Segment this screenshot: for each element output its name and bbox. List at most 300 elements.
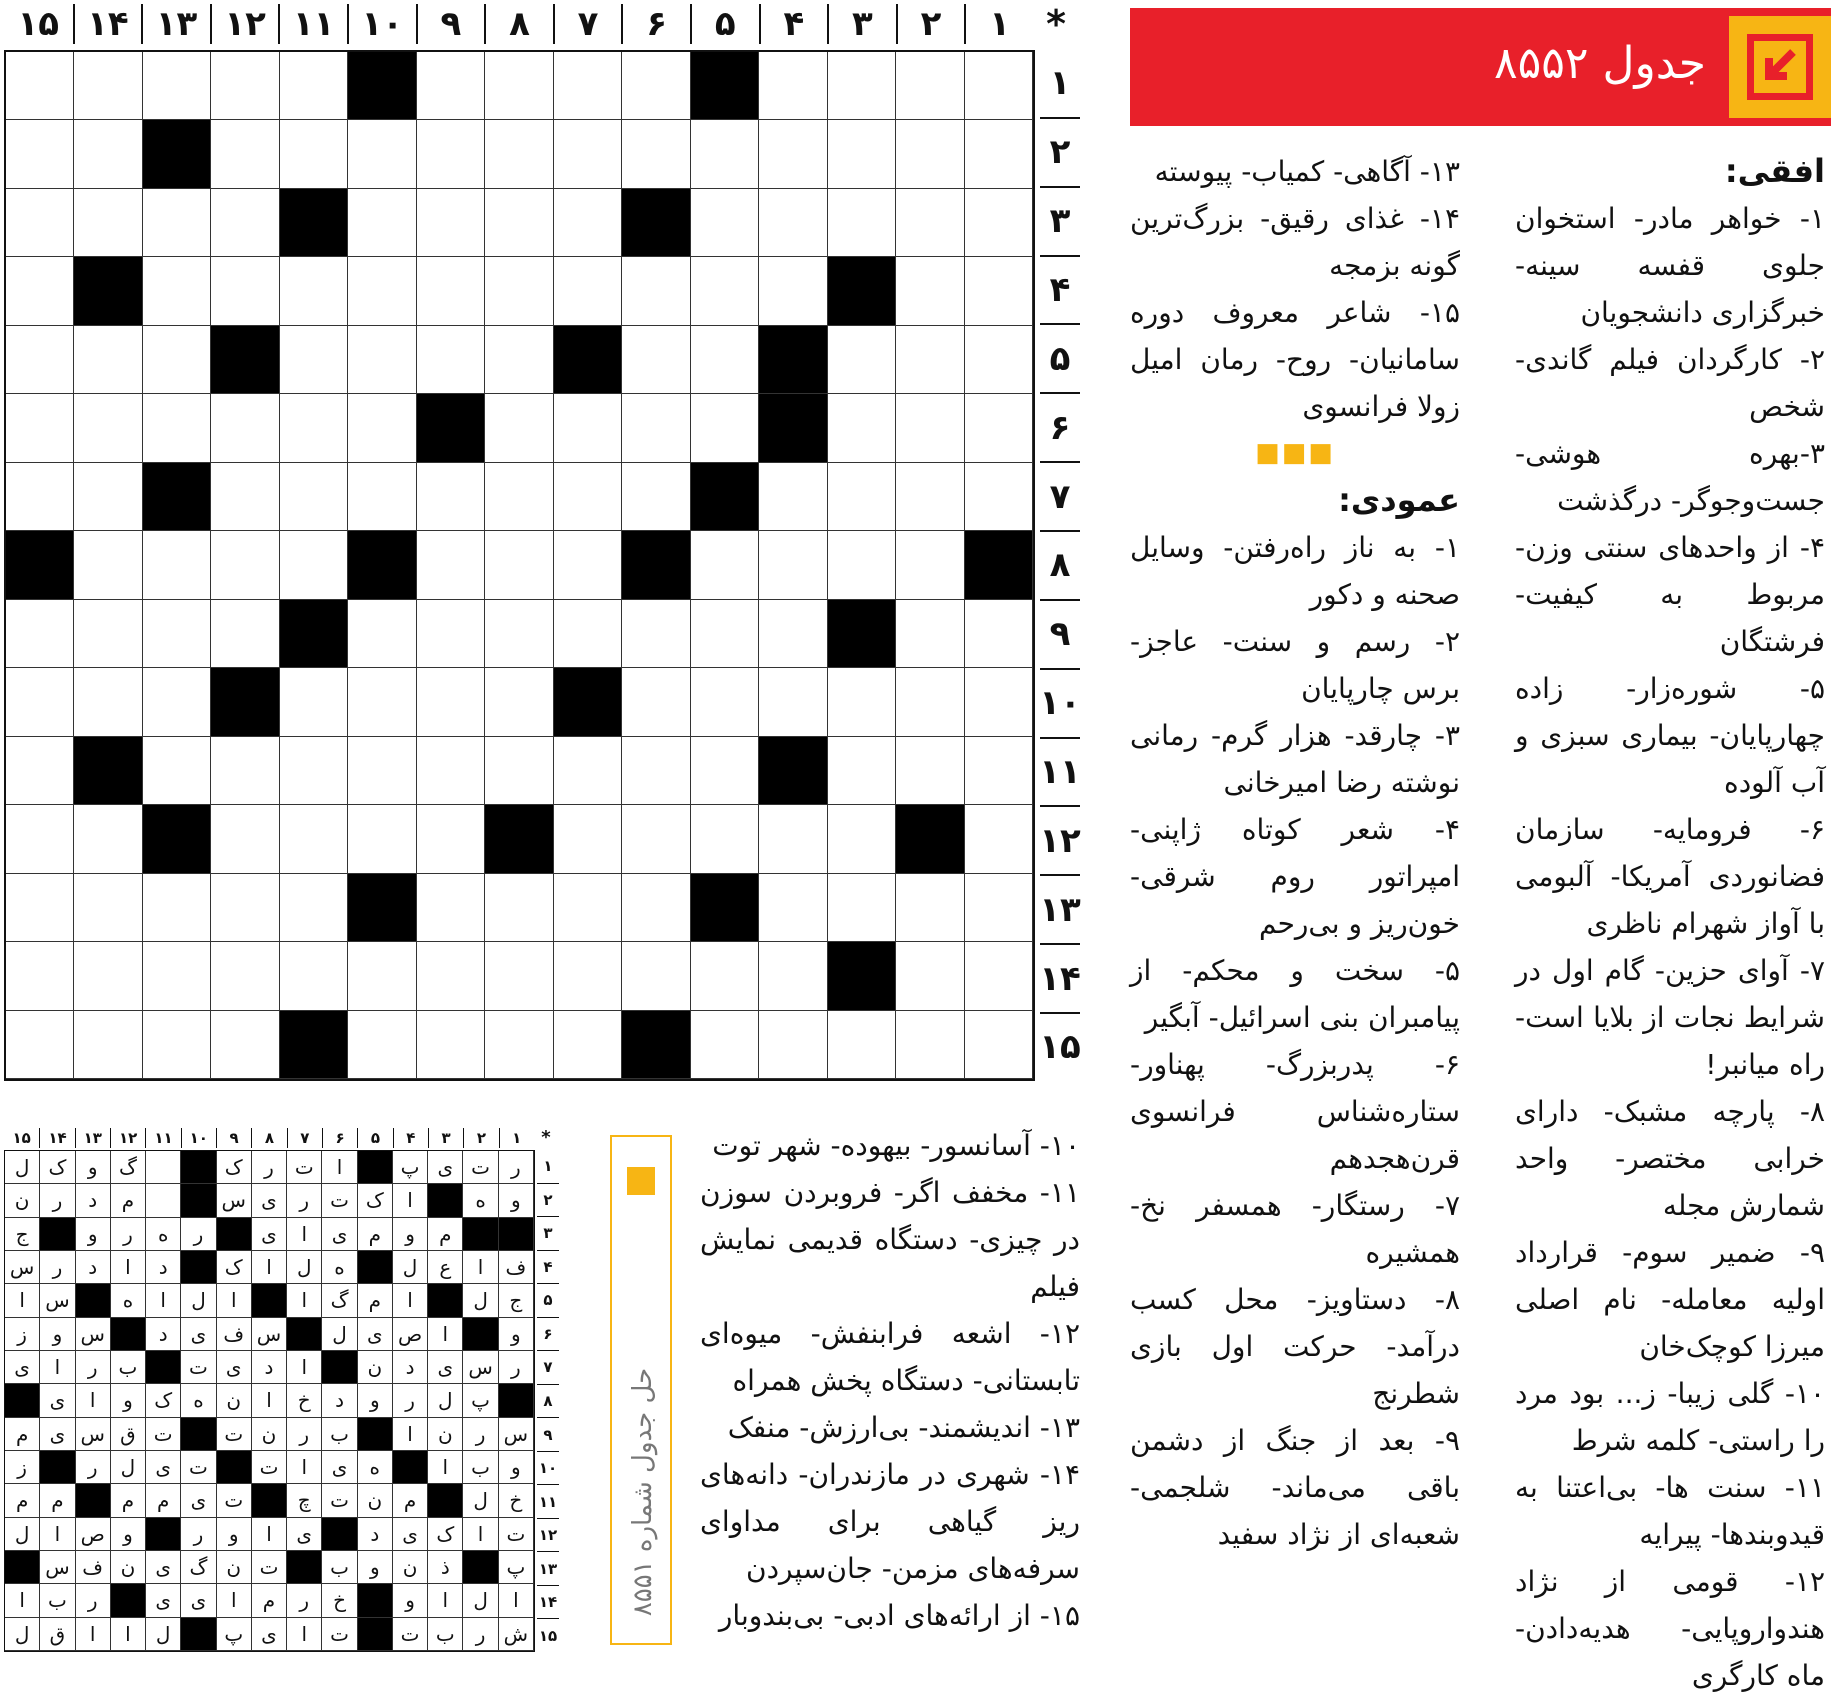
- answer-cell[interactable]: [965, 805, 1033, 873]
- answer-cell[interactable]: [6, 326, 74, 394]
- answer-cell[interactable]: [417, 52, 485, 120]
- crossword-grid: [4, 50, 1035, 1081]
- solution-letter: س: [40, 1284, 75, 1317]
- answer-cell[interactable]: [280, 805, 348, 873]
- answer-cell[interactable]: [554, 52, 622, 120]
- row-number: ۶: [1040, 392, 1080, 461]
- across-clue: ۱۲- قومی از نژاد هندواروپایی- هدیه‌دادن- ماه کارگری: [1515, 1565, 1825, 1692]
- answer-cell[interactable]: [211, 189, 279, 257]
- across-clue: ۱۴- غذای رقیق- بزرگ‌ترین گونه بزمجه: [1130, 202, 1460, 282]
- solution-letter: ا: [393, 1284, 428, 1317]
- column-number: ۵: [690, 4, 759, 44]
- solution-letter: خ: [287, 1384, 322, 1417]
- answer-cell[interactable]: [74, 805, 142, 873]
- answer-cell[interactable]: [485, 874, 553, 942]
- answer-cell[interactable]: [348, 1011, 416, 1079]
- answer-cell[interactable]: [622, 463, 690, 531]
- answer-cell[interactable]: [554, 805, 622, 873]
- answer-cell[interactable]: [143, 1011, 211, 1079]
- answer-cell[interactable]: [348, 737, 416, 805]
- answer-cell[interactable]: [6, 942, 74, 1010]
- down-clue: ۱۴- شهری در مازندران- دانه‌های ریز گیاهی برای مداوای سرفه‌های مزمن- جان‌سپردن: [700, 1458, 1080, 1585]
- solution-row-number: ۱: [543, 1157, 553, 1176]
- column-number: ۱۲: [210, 4, 279, 44]
- solution-letter: ت: [322, 1618, 357, 1651]
- answer-cell[interactable]: [622, 942, 690, 1010]
- answer-cell[interactable]: [143, 668, 211, 736]
- answer-cell[interactable]: [280, 326, 348, 394]
- answer-cell[interactable]: [6, 52, 74, 120]
- solution-letter: س: [499, 1418, 534, 1451]
- solution-letter: ی: [252, 1618, 287, 1651]
- answer-cell[interactable]: [348, 394, 416, 462]
- solution-letter: و: [499, 1184, 534, 1217]
- solution-letter: ر: [463, 1418, 498, 1451]
- answer-cell[interactable]: [485, 737, 553, 805]
- solution-letter: و: [76, 1218, 111, 1251]
- solution-letter: ر: [40, 1251, 75, 1284]
- answer-cell[interactable]: [211, 1011, 279, 1079]
- answer-cell[interactable]: [896, 668, 964, 736]
- row-number: ۵: [1040, 323, 1080, 392]
- answer-cell[interactable]: [143, 257, 211, 325]
- answer-cell[interactable]: [828, 394, 896, 462]
- answer-cell[interactable]: [691, 942, 759, 1010]
- solution-letter: ی: [181, 1584, 216, 1617]
- solution-letter: ی: [322, 1451, 357, 1484]
- answer-cell[interactable]: [759, 120, 827, 188]
- solution-black-cell: [181, 1184, 216, 1217]
- solution-letter: ا: [5, 1284, 40, 1317]
- solution-letter: ک: [40, 1151, 75, 1184]
- solution-letter: ر: [252, 1151, 287, 1184]
- answer-cell[interactable]: [417, 668, 485, 736]
- answer-cell[interactable]: [554, 531, 622, 599]
- solution-letter: س: [76, 1318, 111, 1351]
- answer-cell[interactable]: [485, 1011, 553, 1079]
- answer-cell[interactable]: [896, 326, 964, 394]
- solution-letter: ی: [358, 1318, 393, 1351]
- answer-cell[interactable]: [348, 668, 416, 736]
- answer-cell[interactable]: [74, 668, 142, 736]
- answer-cell[interactable]: [6, 394, 74, 462]
- black-cell: [828, 600, 896, 668]
- solution-letter: س: [252, 1318, 287, 1351]
- answer-cell[interactable]: [554, 600, 622, 668]
- answer-cell[interactable]: [828, 668, 896, 736]
- solution-letter: ر: [393, 1384, 428, 1417]
- answer-cell[interactable]: [965, 874, 1033, 942]
- solution-letter: ب: [322, 1418, 357, 1451]
- answer-cell[interactable]: [280, 942, 348, 1010]
- answer-cell[interactable]: [74, 52, 142, 120]
- answer-cell[interactable]: [691, 189, 759, 257]
- answer-cell[interactable]: [143, 326, 211, 394]
- solution-letter: ا: [146, 1284, 181, 1317]
- down-clue: ۶- پدربزرگ- پهناور- ستاره‌شناس فرانسوی قرن‌هجدهم: [1130, 1048, 1460, 1175]
- answer-cell[interactable]: [143, 394, 211, 462]
- answer-cell[interactable]: [74, 942, 142, 1010]
- answer-cell[interactable]: [348, 326, 416, 394]
- answer-cell[interactable]: [280, 52, 348, 120]
- answer-cell[interactable]: [485, 942, 553, 1010]
- answer-cell[interactable]: [691, 326, 759, 394]
- answer-cell[interactable]: [74, 600, 142, 668]
- answer-cell[interactable]: [280, 668, 348, 736]
- across-clue: ۲- کارگردان فیلم گاندی- شخص: [1515, 343, 1825, 423]
- answer-cell[interactable]: [417, 257, 485, 325]
- answer-cell[interactable]: [896, 52, 964, 120]
- answer-cell[interactable]: [828, 189, 896, 257]
- answer-cell[interactable]: [417, 737, 485, 805]
- answer-cell[interactable]: [828, 805, 896, 873]
- answer-cell[interactable]: [691, 668, 759, 736]
- black-cell: [74, 257, 142, 325]
- answer-cell[interactable]: [896, 737, 964, 805]
- answer-cell[interactable]: [74, 1011, 142, 1079]
- solution-letter: ر: [287, 1584, 322, 1617]
- solution-letter: گ: [322, 1284, 357, 1317]
- answer-cell[interactable]: [417, 531, 485, 599]
- across-clue: ۱۱- سنت ها- بی‌اعتنا به قیدوبندها- پیرایه: [1515, 1471, 1825, 1551]
- answer-cell[interactable]: [554, 394, 622, 462]
- solution-column-number: ۱۳: [75, 1128, 110, 1148]
- solution-section: [4, 1128, 564, 1652]
- solution-letter: ل: [181, 1284, 216, 1317]
- solution-black-cell: [217, 1451, 252, 1484]
- answer-cell[interactable]: [759, 874, 827, 942]
- answer-cell[interactable]: [348, 805, 416, 873]
- answer-cell[interactable]: [6, 189, 74, 257]
- answer-cell[interactable]: [828, 874, 896, 942]
- answer-cell[interactable]: [896, 394, 964, 462]
- answer-cell[interactable]: [417, 189, 485, 257]
- answer-cell[interactable]: [759, 668, 827, 736]
- solution-title: حل جدول شماره ۸۵۵۱: [628, 1367, 658, 1617]
- answer-cell[interactable]: [211, 737, 279, 805]
- solution-black-cell: [499, 1384, 534, 1417]
- answer-cell[interactable]: [691, 120, 759, 188]
- answer-cell[interactable]: [554, 189, 622, 257]
- solution-letter: ر: [463, 1618, 498, 1651]
- answer-cell[interactable]: [622, 668, 690, 736]
- answer-cell[interactable]: [965, 189, 1033, 257]
- solution-black-cell: [146, 1351, 181, 1384]
- answer-cell[interactable]: [896, 463, 964, 531]
- black-cell: [759, 326, 827, 394]
- answer-cell[interactable]: [691, 531, 759, 599]
- answer-cell[interactable]: [691, 805, 759, 873]
- answer-cell[interactable]: [965, 600, 1033, 668]
- answer-cell[interactable]: [280, 257, 348, 325]
- solution-column-number: ۱۱: [145, 1128, 180, 1148]
- solution-letter: ا: [217, 1284, 252, 1317]
- answer-cell[interactable]: [417, 874, 485, 942]
- solution-letter: ا: [463, 1251, 498, 1284]
- answer-cell[interactable]: [417, 942, 485, 1010]
- answer-cell[interactable]: [759, 805, 827, 873]
- puzzle-header: [1130, 8, 1831, 126]
- solution-letter: م: [111, 1484, 146, 1517]
- answer-cell[interactable]: [211, 805, 279, 873]
- answer-cell[interactable]: [828, 463, 896, 531]
- answer-cell[interactable]: [280, 463, 348, 531]
- answer-cell[interactable]: [759, 942, 827, 1010]
- answer-cell[interactable]: [828, 737, 896, 805]
- answer-cell[interactable]: [828, 52, 896, 120]
- answer-cell[interactable]: [6, 1011, 74, 1079]
- answer-cell[interactable]: [211, 531, 279, 599]
- answer-cell[interactable]: [896, 531, 964, 599]
- answer-cell[interactable]: [896, 600, 964, 668]
- answer-cell[interactable]: [211, 874, 279, 942]
- across-clue: ۶- فرومایه- سازمان فضانوردی آمریکا- آلبومی با آواز شهرام ناظری: [1515, 813, 1825, 940]
- answer-cell[interactable]: [280, 394, 348, 462]
- solution-letter: ر: [40, 1184, 75, 1217]
- answer-cell[interactable]: [211, 257, 279, 325]
- answer-cell[interactable]: [211, 120, 279, 188]
- answer-cell[interactable]: [211, 942, 279, 1010]
- answer-cell[interactable]: [211, 52, 279, 120]
- answer-cell[interactable]: [143, 737, 211, 805]
- answer-cell[interactable]: [622, 120, 690, 188]
- answer-cell[interactable]: [485, 600, 553, 668]
- solution-letter: ا: [499, 1584, 534, 1617]
- answer-cell[interactable]: [74, 394, 142, 462]
- black-cell: [691, 52, 759, 120]
- answer-cell[interactable]: [143, 52, 211, 120]
- answer-cell[interactable]: [828, 120, 896, 188]
- answer-cell[interactable]: [6, 600, 74, 668]
- solution-letter: ی: [181, 1484, 216, 1517]
- answer-cell[interactable]: [280, 737, 348, 805]
- row-numbers: [1040, 50, 1080, 1081]
- answer-cell[interactable]: [485, 257, 553, 325]
- answer-cell[interactable]: [417, 120, 485, 188]
- puzzle-title: جدول ۸۵۵۲: [1493, 38, 1706, 89]
- solution-black-cell: [252, 1484, 287, 1517]
- answer-cell[interactable]: [485, 189, 553, 257]
- solution-letter: ص: [76, 1518, 111, 1551]
- answer-cell[interactable]: [417, 463, 485, 531]
- answer-cell[interactable]: [143, 942, 211, 1010]
- answer-cell[interactable]: [6, 737, 74, 805]
- answer-cell[interactable]: [622, 394, 690, 462]
- answer-cell[interactable]: [74, 189, 142, 257]
- answer-cell[interactable]: [965, 1011, 1033, 1079]
- answer-cell[interactable]: [759, 1011, 827, 1079]
- answer-cell[interactable]: [6, 668, 74, 736]
- answer-cell[interactable]: [896, 120, 964, 188]
- answer-cell[interactable]: [417, 326, 485, 394]
- answer-cell[interactable]: [759, 463, 827, 531]
- solution-row-number: ۱۰: [537, 1451, 559, 1485]
- black-cell: [6, 531, 74, 599]
- answer-cell[interactable]: [485, 326, 553, 394]
- solution-letter: ه: [463, 1184, 498, 1217]
- answer-cell[interactable]: [348, 189, 416, 257]
- across-clue: ۳-بهره هوشی- جست‌وجوگر- درگذشت: [1515, 437, 1825, 517]
- solution-letter: ک: [217, 1151, 252, 1184]
- answer-cell[interactable]: [691, 1011, 759, 1079]
- answer-cell[interactable]: [759, 257, 827, 325]
- answer-cell[interactable]: [622, 52, 690, 120]
- answer-cell[interactable]: [6, 874, 74, 942]
- answer-cell[interactable]: [896, 942, 964, 1010]
- answer-cell[interactable]: [348, 257, 416, 325]
- solution-letter: م: [146, 1484, 181, 1517]
- solution-column-number: ۸: [251, 1128, 286, 1148]
- answer-cell[interactable]: [6, 257, 74, 325]
- solution-letter: ا: [393, 1418, 428, 1451]
- answer-cell[interactable]: [143, 600, 211, 668]
- solution-letter: د: [322, 1384, 357, 1417]
- answer-cell[interactable]: [622, 600, 690, 668]
- answer-cell[interactable]: [622, 805, 690, 873]
- answer-cell[interactable]: [143, 531, 211, 599]
- answer-cell[interactable]: [896, 257, 964, 325]
- answer-cell[interactable]: [622, 737, 690, 805]
- answer-cell[interactable]: [74, 326, 142, 394]
- answer-cell[interactable]: [965, 942, 1033, 1010]
- answer-cell[interactable]: [554, 1011, 622, 1079]
- answer-cell[interactable]: [485, 463, 553, 531]
- answer-cell[interactable]: [485, 394, 553, 462]
- solution-letter: ر: [287, 1184, 322, 1217]
- solution-column-number: ۳: [428, 1128, 463, 1148]
- black-cell: [280, 189, 348, 257]
- answer-cell[interactable]: [622, 257, 690, 325]
- answer-cell[interactable]: [143, 874, 211, 942]
- solution-letter: ی: [40, 1418, 75, 1451]
- answer-cell[interactable]: [417, 1011, 485, 1079]
- solution-letter: ل: [146, 1618, 181, 1651]
- solution-letter: ا: [428, 1584, 463, 1617]
- answer-cell[interactable]: [6, 120, 74, 188]
- answer-cell[interactable]: [896, 189, 964, 257]
- answer-cell[interactable]: [211, 463, 279, 531]
- answer-cell[interactable]: [143, 189, 211, 257]
- solution-column-number: ۵: [357, 1128, 392, 1148]
- answer-cell[interactable]: [828, 326, 896, 394]
- answer-cell[interactable]: [965, 326, 1033, 394]
- down-clue: ۹- بعد از جنگ از دشمن باقی می‌ماند- شلجمی- شعبه‌ای از نژاد سفید: [1130, 1424, 1460, 1551]
- column-number: ۱: [964, 4, 1033, 44]
- answer-cell[interactable]: [622, 874, 690, 942]
- solution-black-cell: [287, 1551, 322, 1584]
- row-number: ۲: [1040, 117, 1080, 186]
- answer-cell[interactable]: [554, 120, 622, 188]
- answer-cell[interactable]: [280, 531, 348, 599]
- answer-cell[interactable]: [348, 463, 416, 531]
- answer-cell[interactable]: [965, 463, 1033, 531]
- answer-cell[interactable]: [485, 120, 553, 188]
- solution-letter: م: [358, 1218, 393, 1251]
- answer-cell[interactable]: [759, 52, 827, 120]
- answer-cell[interactable]: [965, 52, 1033, 120]
- answer-cell[interactable]: [828, 1011, 896, 1079]
- answer-cell[interactable]: [828, 531, 896, 599]
- answer-cell[interactable]: [554, 874, 622, 942]
- answer-cell[interactable]: [759, 189, 827, 257]
- answer-cell[interactable]: [622, 326, 690, 394]
- answer-cell[interactable]: [896, 874, 964, 942]
- answer-cell[interactable]: [691, 257, 759, 325]
- solution-letter: ر: [499, 1151, 534, 1184]
- solution-letter: ی: [181, 1318, 216, 1351]
- answer-cell[interactable]: [280, 874, 348, 942]
- answer-cell[interactable]: [417, 600, 485, 668]
- answer-cell[interactable]: [211, 600, 279, 668]
- answer-cell[interactable]: [6, 463, 74, 531]
- answer-cell[interactable]: [554, 942, 622, 1010]
- answer-cell[interactable]: [554, 463, 622, 531]
- answer-cell[interactable]: [965, 737, 1033, 805]
- solution-row-number: ۸: [537, 1384, 559, 1418]
- answer-cell[interactable]: [965, 120, 1033, 188]
- answer-cell[interactable]: [759, 600, 827, 668]
- solution-letter: ف: [76, 1551, 111, 1584]
- solution-black-cell: [463, 1218, 498, 1251]
- answer-cell[interactable]: [965, 394, 1033, 462]
- answer-cell[interactable]: [691, 737, 759, 805]
- answer-cell[interactable]: [965, 668, 1033, 736]
- answer-cell[interactable]: [348, 600, 416, 668]
- answer-cell[interactable]: [74, 531, 142, 599]
- answer-cell[interactable]: [759, 531, 827, 599]
- answer-cell[interactable]: [348, 120, 416, 188]
- solution-black-cell: [111, 1584, 146, 1617]
- solution-letter: ن: [5, 1184, 40, 1217]
- solution-letter: و: [217, 1518, 252, 1551]
- answer-cell[interactable]: [485, 52, 553, 120]
- solution-letter: ر: [181, 1218, 216, 1251]
- answer-cell[interactable]: [691, 600, 759, 668]
- solution-row-number: ۶: [537, 1317, 559, 1351]
- solution-letter: س: [76, 1418, 111, 1451]
- black-cell: [348, 531, 416, 599]
- answer-cell[interactable]: [211, 394, 279, 462]
- answer-cell[interactable]: [348, 942, 416, 1010]
- solution-letter: ز: [5, 1451, 40, 1484]
- answer-cell[interactable]: [74, 120, 142, 188]
- solution-letter: و: [111, 1384, 146, 1417]
- solution-letter: م: [393, 1484, 428, 1517]
- answer-cell[interactable]: [965, 257, 1033, 325]
- solution-logo-icon: [627, 1167, 655, 1195]
- across-clue: ۵- شوره‌زار- زاده چهارپایان- بیماری سبزی و آب آلوده: [1515, 672, 1825, 799]
- answer-cell[interactable]: [485, 531, 553, 599]
- column-number: ۱۱: [278, 4, 347, 44]
- answer-cell[interactable]: [74, 874, 142, 942]
- answer-cell[interactable]: [554, 257, 622, 325]
- answer-cell[interactable]: [280, 120, 348, 188]
- solution-black-cell: [428, 1284, 463, 1317]
- answer-cell[interactable]: [896, 1011, 964, 1079]
- solution-row-number: ۱۵: [537, 1618, 559, 1652]
- answer-cell[interactable]: [554, 737, 622, 805]
- solution-letter: ن: [393, 1551, 428, 1584]
- answer-cell[interactable]: [74, 463, 142, 531]
- answer-cell[interactable]: [691, 394, 759, 462]
- answer-cell[interactable]: [6, 805, 74, 873]
- answer-cell[interactable]: [485, 668, 553, 736]
- solution-row-number: ۱۳: [537, 1551, 559, 1585]
- solution-black-cell: [358, 1251, 393, 1284]
- answer-cell[interactable]: [417, 805, 485, 873]
- solution-letter: ا: [217, 1584, 252, 1617]
- black-cell: [622, 189, 690, 257]
